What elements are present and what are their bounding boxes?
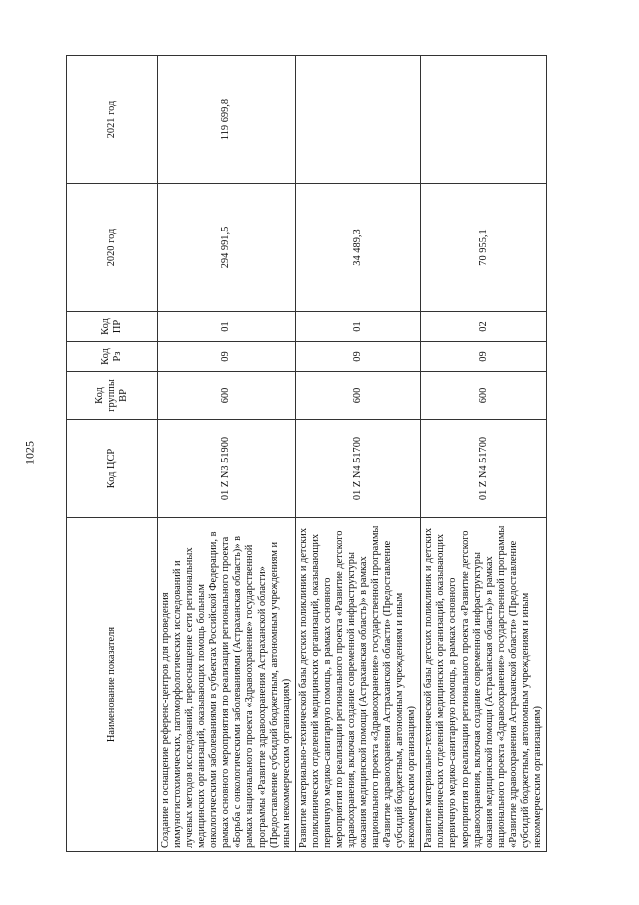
header-2021: 2021 год [67,56,158,184]
row-name: Развитие материально-технической базы детских поликлиник и детских поликлинических отделений медицинских организаций, оказывающих первичную медико-санитарную помощь, в рамках основного мероприятия по реализации регионального проекта «Развитие детского здравоохранения, включая создание современной инфраструктуры оказания медицинской помощи (Астраханская область)» в рамках национального проекта «Здравоохранение» государственной программы «Развитие здравоохранения Астраханской области» (Предоставление субсидий бюджетным, автономным учреждениям и иным некоммерческим организациям) [295,518,421,852]
row-csr: 01 Z N3 51900 [158,420,296,518]
row-vr: 600 [158,372,296,420]
table-row [421,56,547,852]
row-csr: 01 Z N4 51700 [295,420,421,518]
header-pr: Код ПР [67,312,158,342]
table-row [295,56,421,852]
row-name: Развитие материально-технической базы детских поликлиник и детских поликлинических отделений медицинских организаций, оказывающих первичную медико-санитарную помощь, в рамках основного мероприятия по реализации регионального проекта «Развитие детского здравоохранения, включая создание современной инфраструктуры оказания медицинской помощи (Астраханская область)» в рамках национального проекта «Здравоохранение» государственной программы «Развитие здравоохранения Астраханской области» (Предоставление субсидий бюджетным, автономным учреждениям и иным некоммерческим организациям) [421,518,547,852]
row-csr: 01 Z N4 51700 [421,420,547,518]
table-header-row [67,56,158,852]
row-2020: 294 991,5 [158,184,296,312]
row-2021: 119 699,8 [158,56,296,184]
row-rz: 09 [421,342,547,372]
row-2020: 70 955,1 [421,184,547,312]
header-csr: Код ЦСР [67,420,158,518]
row-vr: 600 [421,372,547,420]
row-rz: 09 [295,342,421,372]
header-2020: 2020 год [67,184,158,312]
row-2021 [421,56,547,184]
budget-table [66,55,547,852]
row-pr: 01 [295,312,421,342]
row-2020: 34 489,3 [295,184,421,312]
header-vr: Код группы ВР [67,372,158,420]
header-rz: Код Рз [67,342,158,372]
table-row [158,56,296,852]
page-number: 1025 [22,441,37,465]
row-vr: 600 [295,372,421,420]
rotated-table-wrapper [66,56,543,852]
row-pr: 02 [421,312,547,342]
row-pr: 01 [158,312,296,342]
row-rz: 09 [158,342,296,372]
header-name: Наименование показателя [67,518,158,852]
row-name: Создание и оснащение референс-центров для проведения иммуногистохимических, патоморфологических исследований и лучевых методов исследований, переоснащение сети региональных медицинских организаций, оказывающих помощь больным онкологическими заболеваниями в субъектах Российской Федерации, в рамках основного мероприятия по реализации регионального проекта «Борьба с онкологическими заболеваниями (Астраханская область)» в рамках национального проекта «Здравоохранение» государственной программы «Развитие здравоохранения Астраханской области» (Предоставление субсидий бюджетным, автономным учреждениям и иным некоммерческим организациям) [158,518,296,852]
row-2021 [295,56,421,184]
